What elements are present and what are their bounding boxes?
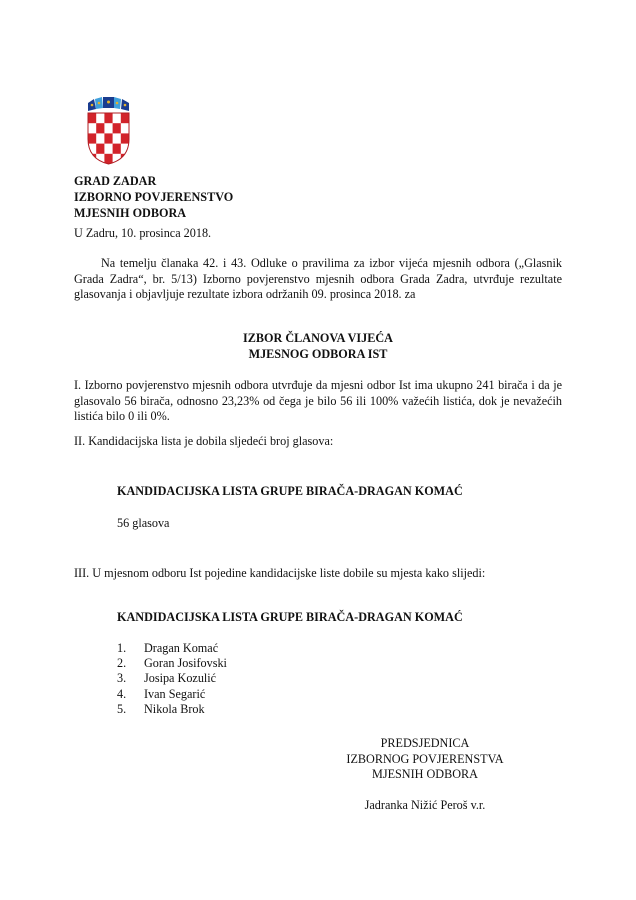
list-item (117, 687, 227, 702)
list-item (117, 641, 227, 656)
section-3-paragraph: III. U mjesnom odboru Ist pojedine kandidacijske liste dobile su mjesta kako slijedi: (74, 566, 486, 580)
signature-block (330, 736, 520, 813)
intro-paragraph-block (74, 256, 562, 303)
list-item-number: 5. (117, 701, 127, 716)
list-item-number: 4. (117, 686, 127, 701)
title-line-1: IZBOR ČLANOVA VIJEĆA (243, 331, 393, 345)
list-heading-votes: KANDIDACIJSKA LISTA GRUPE BIRAČA-DRAGAN KOMAĆ (117, 484, 463, 498)
section-1-paragraph: I. Izborno povjerenstvo mjesnih odbora utvrđuje da mjesni odbor Ist ima ukupno 241 birača i da je glasovalo 56 birača, odnosno 23,23% od čega je bilo 56 ili 100% važećih listića, dok je nevažećih listića bilo 0 ili 0%. (74, 378, 562, 423)
issuer-body-sub: MJESNIH ODBORA (74, 206, 187, 220)
section-1-block (74, 378, 562, 425)
title-line-2: MJESNOG ODBORA IST (248, 347, 388, 361)
list-item (117, 671, 227, 686)
candidate-name: Nikola Brok (144, 701, 205, 716)
vote-count: 56 glasova (117, 516, 170, 530)
signature-title-3: MJESNIH ODBORA (372, 767, 478, 781)
issuer-city: GRAD ZADAR (74, 174, 157, 188)
list-heading-seats: KANDIDACIJSKA LISTA GRUPE BIRAČA-DRAGAN KOMAĆ (117, 610, 463, 624)
intro-paragraph: Na temelju članaka 42. i 43. Odluke o pravilima za izbor vijeća mjesnih odbora („Glasnik Grada Zadra“, br. 5/13) Izborno povjerenstvo mjesnih odbora Grada Zadra, utvrđuje rezultate glasovanja i objavljuje rezultate izbora održanih 09. prosinca 2018. za (74, 256, 562, 301)
signature-title-2: IZBORNOG POVJERENSTVA (346, 751, 504, 766)
signature-title-1: PREDSJEDNICA (380, 736, 470, 750)
issuer-header (74, 173, 233, 221)
crown-icon (88, 97, 129, 111)
candidate-name: Ivan Segarić (144, 686, 206, 701)
candidate-list (117, 641, 227, 717)
list-item (117, 702, 227, 717)
candidate-name: Goran Josifovski (144, 656, 227, 671)
candidate-name: Josipa Kozulić (144, 671, 217, 686)
signer-name: Jadranka Nižić Peroš v.r. (364, 797, 486, 812)
list-item (117, 656, 227, 671)
coat-of-arms-icon (86, 97, 131, 165)
candidate-name: Dragan Komać (144, 641, 219, 655)
issuer-body: IZBORNO POVJERENSTVO (74, 190, 234, 204)
document-title (74, 330, 562, 362)
list-item-number: 1. (117, 641, 127, 655)
document-date: U Zadru, 10. prosinca 2018. (74, 226, 212, 240)
section-2-paragraph: II. Kandidacijska lista je dobila sljedeći broj glasova: (74, 434, 334, 448)
list-item-number: 2. (117, 656, 127, 671)
list-item-number: 3. (117, 671, 127, 686)
